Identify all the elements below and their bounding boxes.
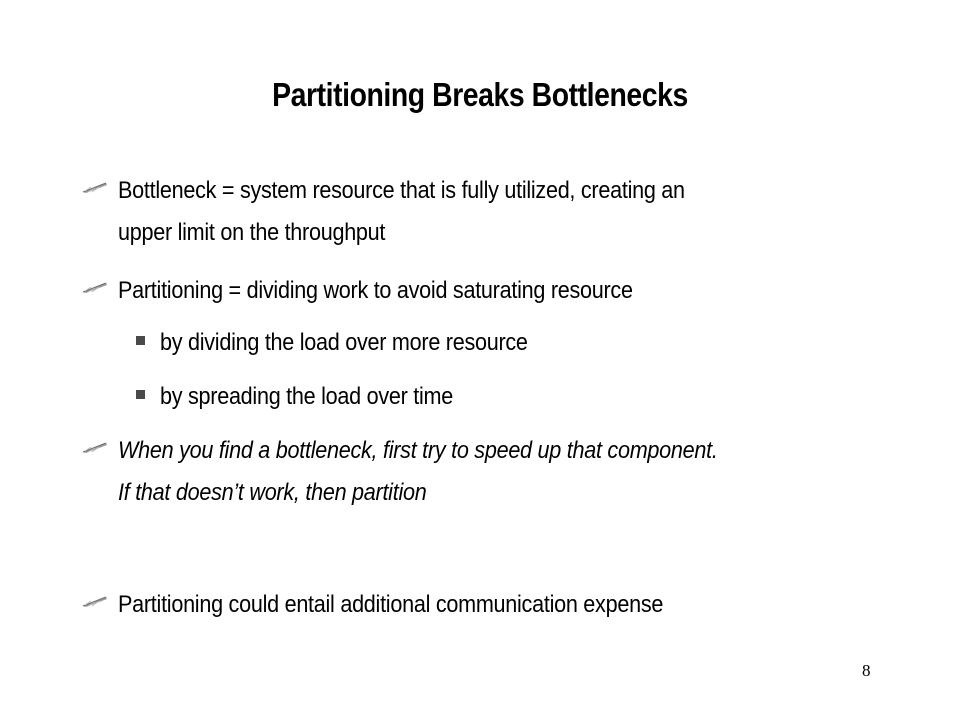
- sub-bullet-text: by spreading the load over time: [160, 383, 454, 410]
- bullet-text: [118, 170, 820, 254]
- slide-title: Partitioning Breaks Bottlenecks: [272, 76, 688, 113]
- square-bullet-icon: [136, 390, 145, 399]
- feather-arrow-icon: [82, 180, 108, 194]
- bullet-line: Partitioning could entail additional communication expense: [118, 591, 664, 618]
- bullet-line: Partitioning = dividing work to avoid saturating resource: [118, 277, 633, 304]
- bullet-line: Bottleneck = system resource that is fully utilized, creating an: [118, 177, 685, 204]
- bullet-line: When you find a bottleneck, first try to speed up that component.: [118, 437, 718, 464]
- bullet-line: If that doesn’t work, then partition: [118, 479, 427, 506]
- bullet-line: upper limit on the throughput: [118, 219, 386, 246]
- feather-arrow-icon: [82, 280, 108, 294]
- bullet-text: [118, 430, 820, 514]
- bullet-text: [118, 270, 820, 312]
- bullet-text: [118, 584, 820, 626]
- feather-arrow-icon: [82, 594, 108, 608]
- square-bullet-icon: [136, 336, 145, 345]
- page-number: 8: [862, 661, 871, 680]
- feather-arrow-icon: [82, 440, 108, 454]
- sub-bullet-text: by dividing the load over more resource: [160, 329, 528, 356]
